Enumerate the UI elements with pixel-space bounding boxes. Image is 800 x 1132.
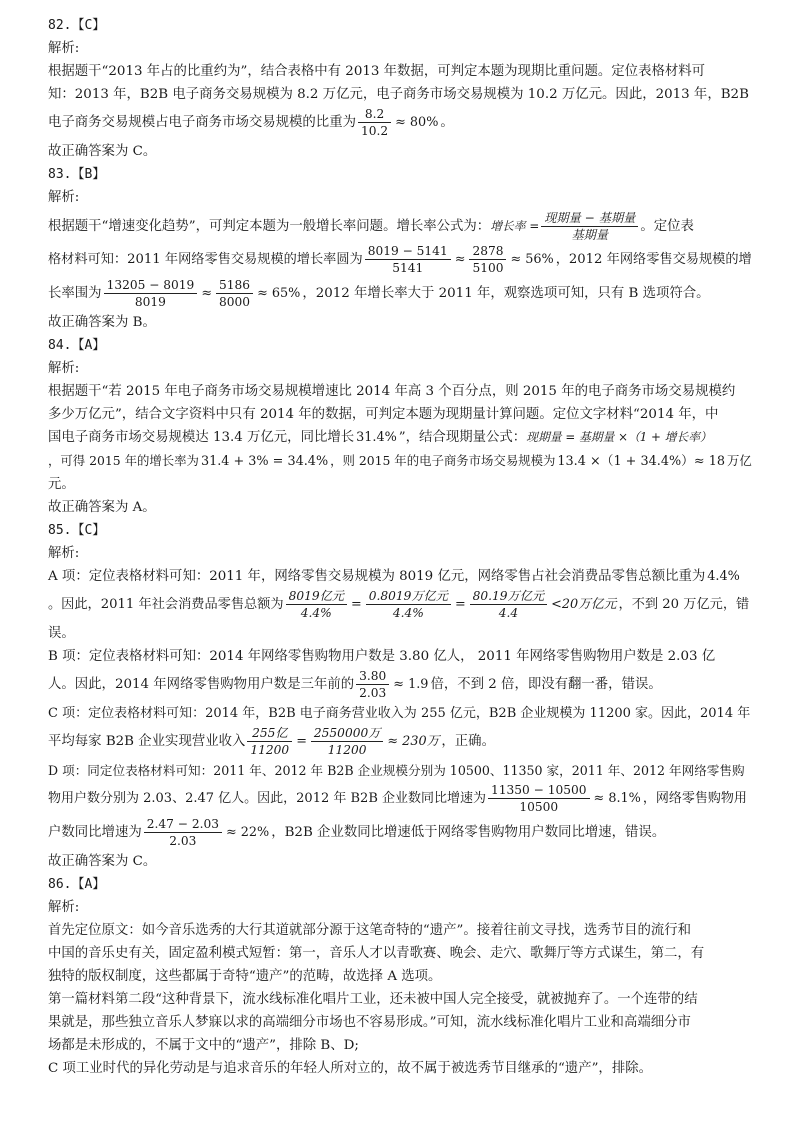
q86-paragraph-line: 首先定位原文：如今音乐选秀的大行其道就部分源于这笔奇特的“遗产”。接着往前文寻找，选秀节目的流行和	[48, 923, 692, 938]
fraction: $\frac{3.80}{2.03}$	[356, 670, 389, 699]
q85-option-a-line: 误。	[48, 626, 75, 641]
q83-formula-line: 格材料可知：2011 年网络零售交易规模的增长率圆为 $\frac{8019 - 5141}{5141}$ ≈ $\frac{2878}{5100}$ ≈ 56% ，2012 年网络零售交易规模的增	[48, 243, 752, 275]
fraction: $\frac{\text{0.8019万亿元}}{4.4\%}$	[366, 590, 451, 619]
q85-option-d-formula: 户数同比增速为 $\frac{2.47 - 2.03}{2.03}$ ≈ 22% ，B2B 企业数同比增速低于网络零售购物用户数同比增速，错误。	[48, 816, 666, 848]
q86-paragraph-line: 果就是，那些独立音乐人梦寐以求的高端细分市场也不容易形成。”可知，流水线标准化唱片工业和高端细分市	[48, 1015, 691, 1030]
question-85-heading: 85.【C】	[48, 523, 106, 538]
growth-rate-formula: $\frac{\text{现期量 − 基期量}}{\text{基期量}}$	[541, 212, 638, 241]
q86-paragraph-line: 中国的音乐史有关，固定盈利模式短暂：第一，音乐人才以青歌赛、晚会、走穴、歌舞厅等方式谋生，第二，有	[48, 946, 705, 961]
question-83-heading: 83.【B】	[48, 167, 106, 182]
fraction: $\frac{\text{8019亿元}}{4.4\%}$	[286, 590, 347, 619]
q86-paragraph-line: 独特的版权制度，这些都属于奇特“遗产”的范畴，故选择 A 选项。	[48, 969, 442, 984]
answer-line: 故正确答案为 A。	[48, 500, 156, 515]
q85-option-b-line: B 项：定位表格材料可知：2014 年网络零售购物用户数是 3.80 亿人， 2011 年网络零售购物用户数是 2.03 亿	[48, 649, 716, 664]
q85-option-a-line: A 项：定位表格材料可知：2011 年，网络零售交易规模为 8019 亿元，网络零售占社会消费品零售总额比重为 4.4%	[48, 569, 740, 584]
fraction: $\frac{13205 - 8019}{8019}$	[104, 279, 198, 308]
q84-formula-line: ，可得 2015 年的增长率为 31.4 + 3% = 34.4% ，则 2015 年的电子商务市场交易规模为 13.4 ×（1 + 34.4%）≈ 18 万亿	[48, 453, 752, 469]
q84-paragraph-line: 元。	[48, 477, 75, 492]
q85-option-a-formula: 。因此，2011 年社会消费品零售总额为 $\frac{\text{8019亿元}}{4.4\%}$ = $\frac{\text{0.8019万亿元}}{4.4\%}$ = $\frac{\text{80.19万亿元}}{4.4}$ <20万亿元 ，不到 20 万亿元，错	[48, 588, 750, 620]
q86-paragraph-line: 第一篇材料第二段“这种背景下，流水线标准化唱片工业，还未被中国人完全接受，就被抛弃了。一个连带的结	[48, 992, 698, 1007]
analysis-label: 解析:	[48, 546, 80, 561]
q83-formula-line: 根据题干“增速变化趋势”，可判定本题为一般增长率问题。增长率公式为：增长率 = $\frac{\text{现期量 − 基期量}}{\text{基期量}}$ 。定位表	[48, 210, 694, 242]
fraction: $\frac{2878}{5100}$	[469, 245, 506, 274]
answer-line: 故正确答案为 C。	[48, 854, 157, 869]
analysis-label: 解析:	[48, 41, 80, 56]
q82-paragraph-line: 知：2013 年，B2B 电子商务交易规模为 8.2 万亿元，电子商务市场交易规模为 10.2 万亿元。因此，2013 年，B2B	[48, 87, 749, 102]
fraction: $\frac{8019 - 5141}{5141}$	[365, 245, 451, 274]
q85-option-d-formula: 物用户数分别为 2.03、2.47 亿人。因此，2012 年 B2B 企业数同比增速为 $\frac{11350 - 10500}{10500}$ ≈ 8.1% ，网络零售购物用	[48, 782, 747, 814]
answer-line: 故正确答案为 B。	[48, 315, 156, 330]
q86-paragraph-line: 场都是未形成的，不属于文中的“遗产”，排除 B、D;	[48, 1038, 359, 1053]
q86-paragraph-line: C 项工业时代的异化劳动是与追求音乐的年轻人所对立的，故不属于被选秀节目继承的“遗产”，排除。	[48, 1061, 652, 1076]
q85-option-c-line: C 项：定位表格材料可知：2014 年，B2B 电子商务营业收入为 255 亿元，B2B 企业规模为 11200 家。因此，2014 年	[48, 706, 751, 721]
q82-paragraph-line: 根据题干“2013 年占的比重约为”，结合表格中有 2013 年数据，可判定本题为现期比重问题。定位表格材料可	[48, 64, 706, 79]
q84-paragraph-line: 多少万亿元”，结合文字资料中只有 2014 年的数据，可判定本题为现期量计算问题。定位文字材料“2014 年，中	[48, 407, 719, 422]
question-82-heading: 82.【C】	[48, 18, 106, 33]
q83-formula-line: 长率围为 $\frac{13205 - 8019}{8019}$ ≈ $\frac{5186}{8000}$ ≈ 65% ，2012 年增长率大于 2011 年，观察选项可知，只有 B 选项符合。	[48, 277, 710, 309]
analysis-label: 解析:	[48, 190, 80, 205]
fraction: $\frac{2.47 - 2.03}{2.03}$	[144, 818, 222, 847]
fraction: $\frac{\text{2550000万}}{11200}$	[311, 727, 383, 756]
answer-explanation-page	[48, 14, 754, 1080]
question-86-heading: 86.【A】	[48, 877, 106, 892]
fraction: $\frac{5186}{8000}$	[216, 279, 253, 308]
q85-option-d-line: D 项：同定位表格材料可知：2011 年、2012 年 B2B 企业规模分别为 10500、11350 家，2011 年、2012 年网络零售购	[48, 763, 745, 778]
question-84-heading: 84.【A】	[48, 338, 106, 353]
q82-formula-line: 电子商务交易规模占电子商务市场交易规模的比重为 $\frac{8.2}{10.2}$ ≈ 80% 。	[48, 106, 454, 138]
fraction: $\frac{8.2}{10.2}$	[358, 108, 391, 137]
answer-line: 故正确答案为 C。	[48, 144, 157, 159]
fraction: $\frac{\text{255亿}}{11200}$	[247, 727, 292, 756]
fraction: $\frac{\text{80.19万亿元}}{4.4}$	[470, 590, 547, 619]
analysis-label: 解析:	[48, 361, 80, 376]
q84-paragraph-line: 根据题干“若 2015 年电子商务市场交易规模增速比 2014 年高 3 个百分点，则 2015 年的电子商务市场交易规模约	[48, 384, 736, 399]
analysis-label: 解析:	[48, 900, 80, 915]
q84-formula-line: 国电子商务市场交易规模达 13.4 万亿元，同比增长 31.4% ”，结合现期量公式：现期量 = 基期量 ×（1 + 增长率）	[48, 430, 712, 445]
q85-option-c-formula: 平均每家 B2B 企业实现营业收入 $\frac{\text{255亿}}{11200}$ = $\frac{\text{2550000万}}{11200}$ ≈ 230万 ，正确。	[48, 725, 495, 757]
q85-option-b-formula: 人。因此，2014 年网络零售购物用户数是三年前的 $\frac{3.80}{2.03}$ ≈ 1.9 倍，不到 2 倍，即没有翻一番，错误。	[48, 668, 662, 700]
fraction: $\frac{11350 - 10500}{10500}$	[488, 784, 590, 813]
